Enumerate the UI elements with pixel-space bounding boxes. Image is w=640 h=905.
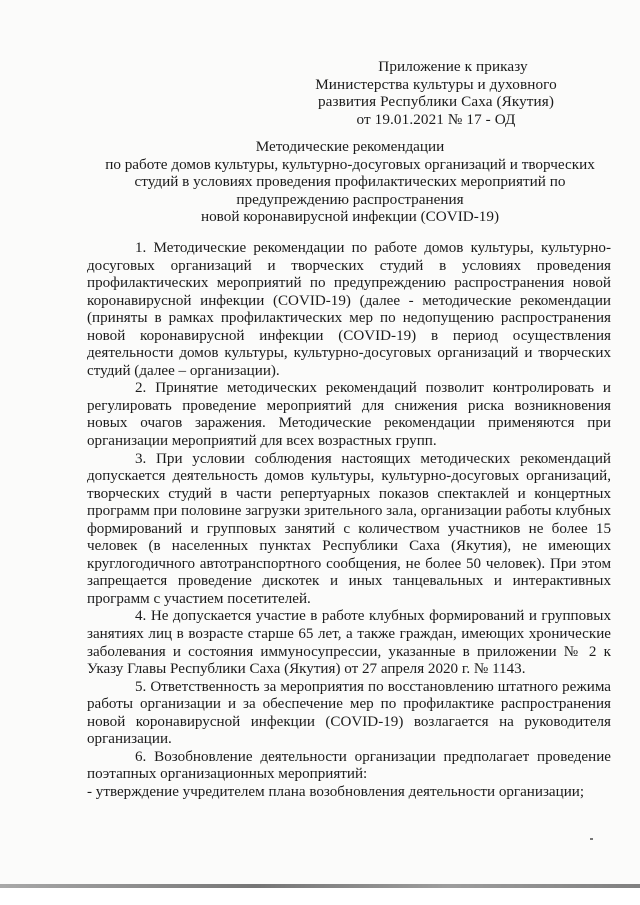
scan-bottom-margin [0,888,640,905]
annex-line-1: Приложение к приказу [378,58,528,75]
paragraph-2: 2. Принятие методических рекомендаций позволит контролировать и регулировать проведение мероприятий для снижения риска возникновения новых очагов заражения. Методические рекомендации применяются при организации мероприятий для всех возрастных групп. [87,380,611,450]
title-line-4: предупреждению распространения [236,190,464,208]
annex-line-4: от 19.01.2021 № 17 - ОД [356,110,516,128]
paragraph-7: - утверждение учредителем плана возобновления деятельности организации; [87,783,585,800]
scan-speck [590,838,593,840]
title-line-5: новой коронавирусной инфекции (COVID-19) [200,208,500,226]
paragraph-1: 1. Методические рекомендации по работе домов культуры, культурно-досуговых организаций и творческих студий в условиях проведения профилактических мероприятий по предупреждению распространения новой коронавирусной инфекции (COVID-19) (далее - методические рекомендации (приняты в рамках профилактических мер по недопущению распространения новой коронавирусной инфекции (COVID-19) в период осуществления деятельности домов культуры, культурно-досуговых организаций и творческих студий (далее – организации). [87,240,611,379]
paragraph-6: 6. Возобновление деятельности организации предполагает проведение поэтапных организационных мероприятий: [87,748,611,783]
title-line-1: Методические рекомендации [255,138,445,155]
title-line-2: по работе домов культуры, культурно-досуговых организаций и творческих [105,155,595,173]
paragraph-3: 3. При условии соблюдения настоящих методических рекомендаций допускается деятельность домов культуры, культурно-досуговых организаций, творческих студий в части репертуарных показов спектаклей и концертных программ при половине загрузки зрительного зала, организации работы клубных формирований и групповых занятий с количеством участников не более 15 человек (в населенных пунктах Республики Саха (Якутия), не имеющих круглогодичного автотранспортного сообщения, не более 50 человек). При этом запрещается проведение дискотек и иных танцевальных и интерактивных программ с участием посетителей. [87,450,611,607]
annex-line-2: Министерства культуры и духовного [315,75,557,93]
document-title [60,138,640,226]
paragraph-4: 4. Не допускается участие в работе клубных формирований и групповых занятиях лиц в возрасте старше 65 лет, а также граждан, имеющих хронические заболевания и состояния иммуносупрессии, указанные в приложении № 2 к Указу Главы Республики Саха (Якутия) от 27 апреля 2020 г. № 1143. [87,608,611,678]
paragraph-5: 5. Ответственность за мероприятия по восстановлению штатного режима работы организации и за обеспечение мер по профилактике распространения новой коронавирусной инфекции (COVID-19) возлагается на руководителя организации. [87,678,611,748]
annex-line-3: развития Республики Саха (Якутия) [317,93,555,111]
title-line-3: студий в условиях проведения профилактических мероприятий по [134,173,566,191]
document-body [87,240,611,802]
annex-header [276,58,596,128]
